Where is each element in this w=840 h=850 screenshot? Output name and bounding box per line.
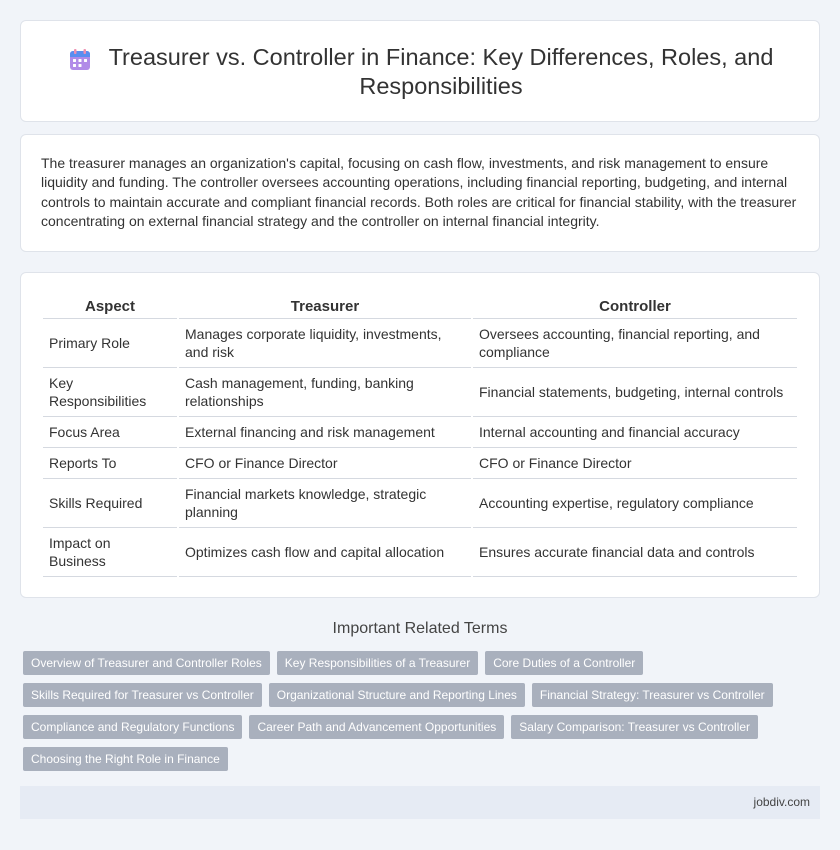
related-term-link[interactable]: Organizational Structure and Reporting Lines bbox=[269, 683, 525, 707]
related-term-link[interactable]: Core Duties of a Controller bbox=[485, 651, 643, 675]
table-cell: Focus Area bbox=[43, 417, 177, 448]
table-header-row bbox=[43, 295, 797, 319]
header-aspect: Aspect bbox=[43, 295, 177, 319]
header-treasurer: Treasurer bbox=[179, 295, 471, 319]
table-row bbox=[43, 528, 797, 577]
related-term-link[interactable]: Career Path and Advancement Opportunities bbox=[249, 715, 504, 739]
header-card bbox=[20, 20, 820, 122]
table-cell: Cash management, funding, banking relationships bbox=[179, 368, 471, 417]
table-cell: Optimizes cash flow and capital allocation bbox=[179, 528, 471, 577]
table-cell: Accounting expertise, regulatory compliance bbox=[473, 479, 797, 528]
comparison-table-card bbox=[20, 272, 820, 598]
table-cell: Primary Role bbox=[43, 319, 177, 368]
table-row bbox=[43, 417, 797, 448]
header-controller: Controller bbox=[473, 295, 797, 319]
table-cell: CFO or Finance Director bbox=[179, 448, 471, 479]
intro-text: The treasurer manages an organization's capital, focusing on cash flow, investments, and risk management to ensure liquidity and funding. The controller oversees accounting operations, including financial reporting, budgeting, and internal controls to maintain accurate and compliant financial records. Both roles are critical for financial stability, with the treasurer concentrating on external financial strategy and the controller on internal financial integrity. bbox=[41, 155, 797, 229]
related-term-link[interactable]: Overview of Treasurer and Controller Roles bbox=[23, 651, 270, 675]
table-cell: Skills Required bbox=[43, 479, 177, 528]
footer bbox=[20, 786, 820, 819]
comparison-table bbox=[41, 295, 799, 577]
table-row bbox=[43, 479, 797, 528]
table-cell: Key Responsibilities bbox=[43, 368, 177, 417]
table-cell: Internal accounting and financial accuracy bbox=[473, 417, 797, 448]
table-cell: External financing and risk management bbox=[179, 417, 471, 448]
table-cell: Reports To bbox=[43, 448, 177, 479]
related-term-link[interactable]: Skills Required for Treasurer vs Controller bbox=[23, 683, 262, 707]
title-wrap bbox=[21, 21, 821, 123]
table-cell: Oversees accounting, financial reporting, and compliance bbox=[473, 319, 797, 368]
table-cell: Financial markets knowledge, strategic planning bbox=[179, 479, 471, 528]
footer-site-link[interactable]: jobdiv.com bbox=[753, 795, 810, 809]
related-term-link[interactable]: Financial Strategy: Treasurer vs Controller bbox=[532, 683, 773, 707]
table-cell: Manages corporate liquidity, investments, and risk bbox=[179, 319, 471, 368]
table-cell: CFO or Finance Director bbox=[473, 448, 797, 479]
related-terms-list bbox=[23, 651, 813, 771]
intro-card bbox=[20, 134, 820, 252]
table-cell: Impact on Business bbox=[43, 528, 177, 577]
page-title: Treasurer vs. Controller in Finance: Key Differences, Roles, and Responsibilities bbox=[108, 44, 774, 99]
table-row bbox=[43, 319, 797, 368]
table-row bbox=[43, 448, 797, 479]
related-term-link[interactable]: Compliance and Regulatory Functions bbox=[23, 715, 242, 739]
related-term-link[interactable]: Key Responsibilities of a Treasurer bbox=[277, 651, 478, 675]
related-term-link[interactable]: Salary Comparison: Treasurer vs Controller bbox=[511, 715, 758, 739]
table-cell: Ensures accurate financial data and controls bbox=[473, 528, 797, 577]
related-term-link[interactable]: Choosing the Right Role in Finance bbox=[23, 747, 228, 771]
table-row bbox=[43, 368, 797, 417]
table-cell: Financial statements, budgeting, internal controls bbox=[473, 368, 797, 417]
related-terms-title: Important Related Terms bbox=[332, 620, 508, 637]
